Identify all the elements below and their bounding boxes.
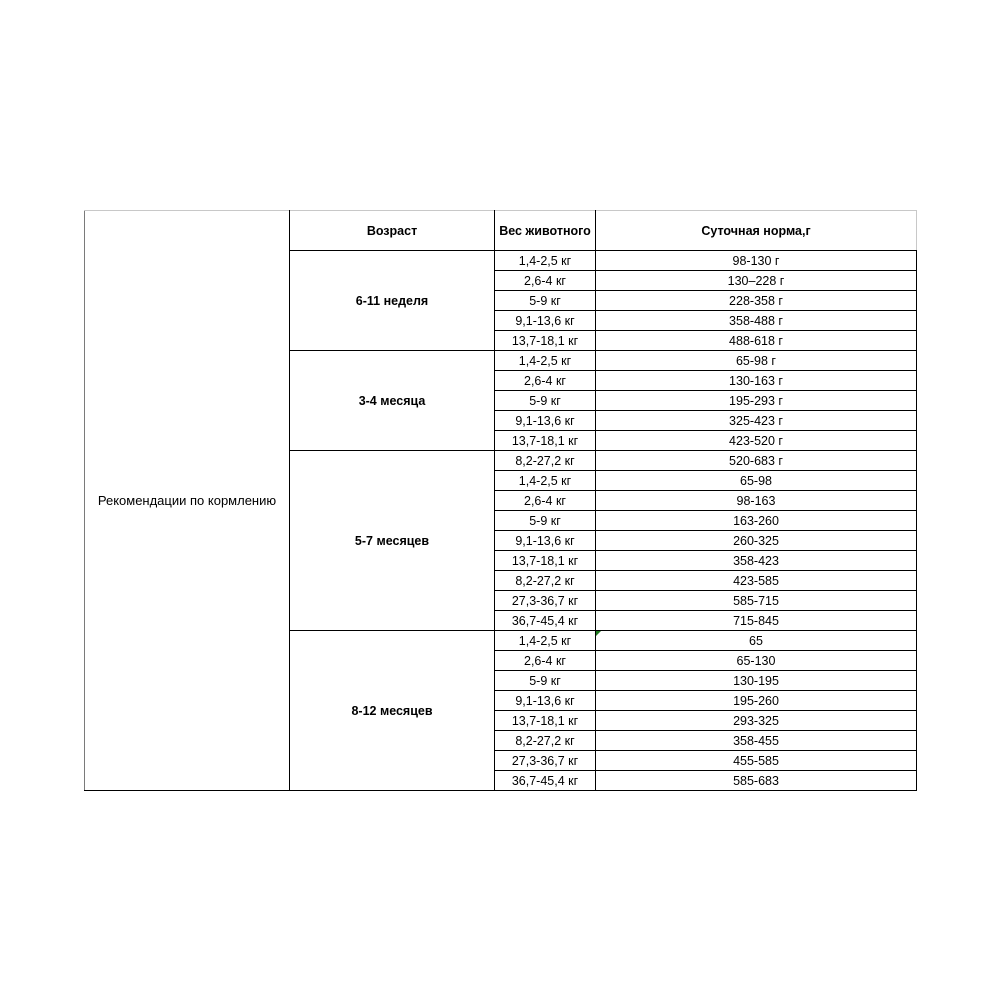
norm-cell[interactable] — [596, 671, 917, 691]
weight-cell[interactable]: 1,4-2,5 кг — [495, 471, 596, 491]
weight-cell[interactable]: 5-9 кг — [495, 291, 596, 311]
norm-cell[interactable] — [596, 391, 917, 411]
weight-cell[interactable]: 8,2-27,2 кг — [495, 731, 596, 751]
norm-cell[interactable] — [596, 371, 917, 391]
norm-value: 520-683 г — [729, 453, 783, 468]
weight-header[interactable]: Вес животного — [495, 211, 596, 251]
weight-cell[interactable]: 5-9 кг — [495, 511, 596, 531]
norm-cell[interactable] — [596, 551, 917, 571]
norm-cell[interactable] — [596, 511, 917, 531]
norm-value: 358-423 — [733, 553, 779, 568]
weight-cell[interactable]: 5-9 кг — [495, 671, 596, 691]
age-group-cell[interactable]: 5-7 месяцев — [290, 451, 495, 631]
weight-cell[interactable]: 27,3-36,7 кг — [495, 591, 596, 611]
age-group-cell[interactable]: 6-11 неделя — [290, 251, 495, 351]
norm-value: 65-98 — [740, 473, 772, 488]
norm-cell[interactable] — [596, 691, 917, 711]
comment-indicator-icon[interactable] — [596, 631, 601, 636]
norm-cell[interactable] — [596, 751, 917, 771]
norm-cell[interactable] — [596, 731, 917, 751]
norm-value: 130-163 г — [729, 373, 783, 388]
norm-cell[interactable] — [596, 451, 917, 471]
norm-value: 488-618 г — [729, 333, 783, 348]
norm-cell[interactable] — [596, 351, 917, 371]
weight-cell[interactable]: 36,7-45,4 кг — [495, 611, 596, 631]
feeding-table-body — [85, 211, 917, 791]
norm-cell[interactable] — [596, 331, 917, 351]
norm-value: 98-163 — [736, 493, 776, 508]
norm-value: 195-293 г — [729, 393, 783, 408]
age-group-cell[interactable]: 8-12 месяцев — [290, 631, 495, 791]
weight-cell[interactable]: 9,1-13,6 кг — [495, 311, 596, 331]
norm-cell[interactable] — [596, 431, 917, 451]
norm-value: 585-715 — [733, 593, 779, 608]
norm-value: 163-260 — [733, 513, 779, 528]
weight-cell[interactable]: 5-9 кг — [495, 391, 596, 411]
norm-cell[interactable] — [596, 651, 917, 671]
norm-cell[interactable] — [596, 571, 917, 591]
weight-cell[interactable]: 13,7-18,1 кг — [495, 331, 596, 351]
norm-value: 293-325 — [733, 713, 779, 728]
age-group-cell[interactable]: 3-4 месяца — [290, 351, 495, 451]
norm-cell[interactable] — [596, 291, 917, 311]
norm-cell[interactable] — [596, 311, 917, 331]
norm-value: 228-358 г — [729, 293, 783, 308]
weight-cell[interactable]: 9,1-13,6 кг — [495, 691, 596, 711]
norm-value: 358-455 — [733, 733, 779, 748]
norm-value: 585-683 — [733, 773, 779, 788]
norm-cell[interactable] — [596, 271, 917, 291]
norm-value: 195-260 — [733, 693, 779, 708]
weight-cell[interactable]: 27,3-36,7 кг — [495, 751, 596, 771]
norm-cell[interactable] — [596, 411, 917, 431]
norm-cell[interactable] — [596, 771, 917, 791]
weight-cell[interactable]: 13,7-18,1 кг — [495, 711, 596, 731]
weight-cell[interactable]: 2,6-4 кг — [495, 371, 596, 391]
norm-cell[interactable] — [596, 491, 917, 511]
feeding-table — [84, 210, 917, 791]
norm-value: 455-585 — [733, 753, 779, 768]
norm-cell[interactable] — [596, 611, 917, 631]
norm-value: 358-488 г — [729, 313, 783, 328]
norm-value: 260-325 — [733, 533, 779, 548]
norm-value: 65-130 — [736, 653, 776, 668]
norm-cell[interactable] — [596, 531, 917, 551]
weight-cell[interactable]: 1,4-2,5 кг — [495, 631, 596, 651]
norm-cell[interactable] — [596, 471, 917, 491]
weight-cell[interactable]: 8,2-27,2 кг — [495, 571, 596, 591]
weight-cell[interactable]: 2,6-4 кг — [495, 651, 596, 671]
norm-value: 65-98 г — [735, 353, 776, 368]
header-row — [85, 211, 917, 251]
weight-cell[interactable]: 36,7-45,4 кг — [495, 771, 596, 791]
norm-value: 130–228 г — [727, 273, 785, 288]
norm-cell[interactable] — [596, 591, 917, 611]
weight-cell[interactable]: 13,7-18,1 кг — [495, 431, 596, 451]
norm-value: 423-585 — [733, 573, 779, 588]
norm-value: 325-423 г — [729, 413, 783, 428]
norm-value: 423-520 г — [729, 433, 783, 448]
norm-value: 715-845 — [733, 613, 779, 628]
weight-cell[interactable]: 8,2-27,2 кг — [495, 451, 596, 471]
age-header[interactable]: Возраст — [290, 211, 495, 251]
norm-cell[interactable] — [596, 711, 917, 731]
weight-cell[interactable]: 2,6-4 кг — [495, 271, 596, 291]
norm-cell[interactable] — [596, 251, 917, 271]
norm-value: 130-195 — [733, 673, 779, 688]
weight-cell[interactable]: 1,4-2,5 кг — [495, 351, 596, 371]
weight-cell[interactable]: 9,1-13,6 кг — [495, 531, 596, 551]
norm-value: 65 — [749, 633, 763, 648]
weight-cell[interactable]: 13,7-18,1 кг — [495, 551, 596, 571]
weight-cell[interactable]: 2,6-4 кг — [495, 491, 596, 511]
weight-cell[interactable]: 9,1-13,6 кг — [495, 411, 596, 431]
norm-header[interactable]: Суточная норма,г — [596, 211, 917, 251]
weight-cell[interactable]: 1,4-2,5 кг — [495, 251, 596, 271]
norm-cell[interactable] — [596, 631, 917, 651]
recommendations-label-cell[interactable]: Рекомендации по кормлению — [85, 211, 290, 791]
norm-value: 98-130 г — [732, 253, 780, 268]
